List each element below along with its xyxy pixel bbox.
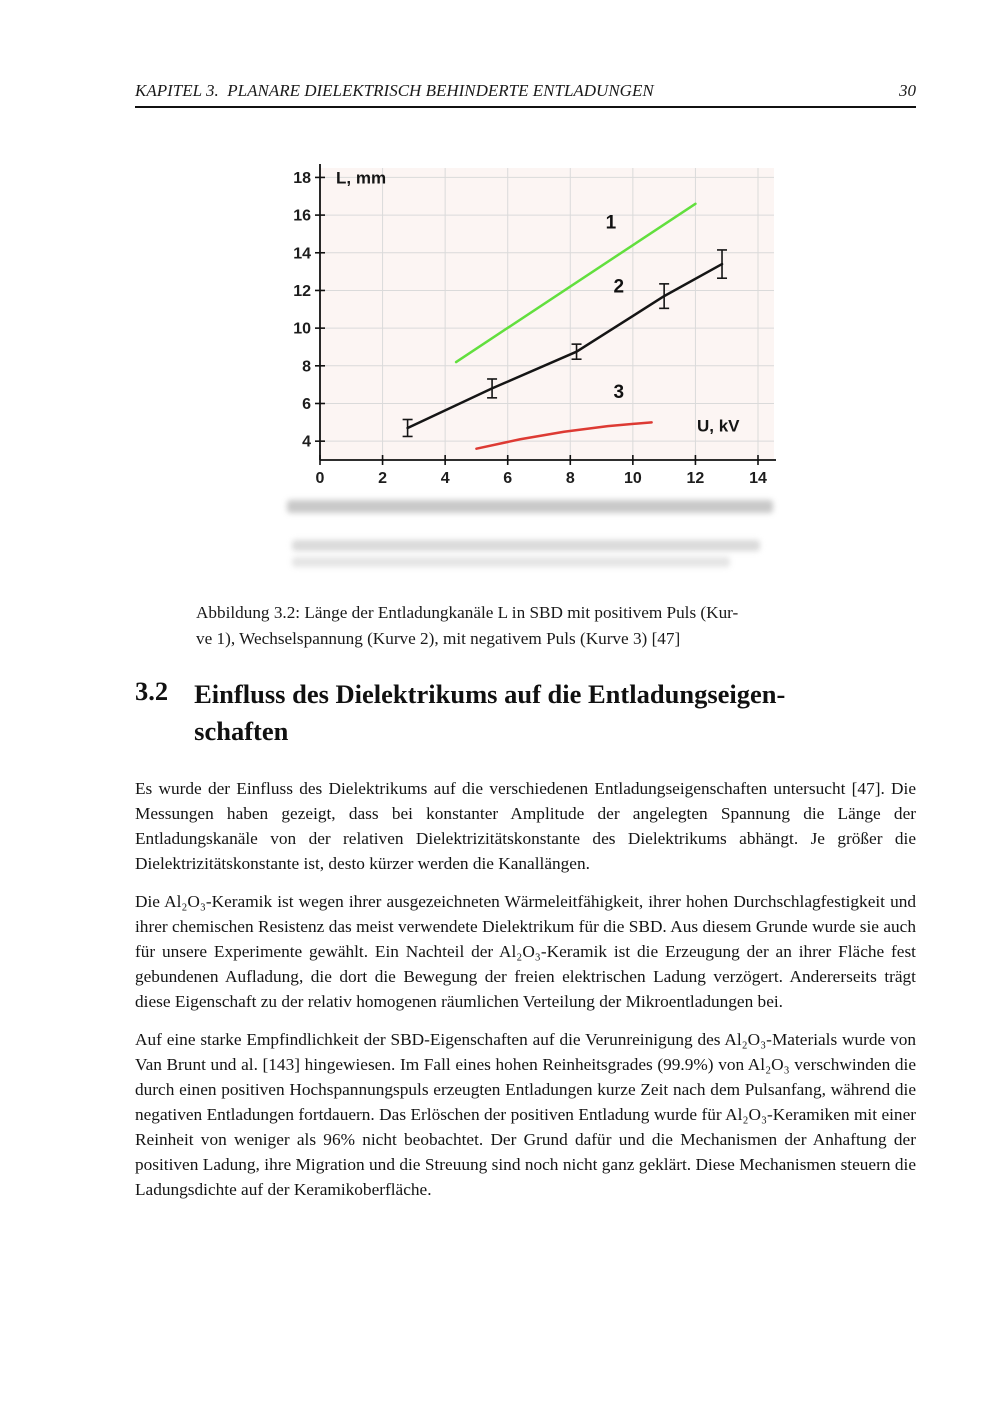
page-header [135, 81, 916, 101]
figure-caption-line1: Abbildung 3.2: Länge der Entladungkanäle L in SBD mit positivem Puls (Kur- [196, 603, 739, 622]
y-axis-label: L, mm [336, 168, 387, 188]
illegible-text-blur-2 [292, 540, 760, 551]
x-axis-label: U, kV [696, 416, 740, 436]
svg-text:10: 10 [293, 320, 311, 338]
illegible-text-blur-1 [287, 500, 773, 513]
section-title-line2: schaften [194, 716, 289, 746]
svg-text:18: 18 [293, 169, 311, 187]
header-rule [135, 106, 916, 108]
chapter-header: KAPITEL 3. PLANARE DIELEKTRISCH BEHINDERTE ENTLADUNGEN [135, 81, 654, 100]
section-title [194, 676, 785, 750]
paragraph-3: Auf eine starke Empfindlichkeit der SBD-Eigenschaften auf die Verunreinigung des Al₂O₃-Materials wurde von Van Brunt und al. [143] hingewiesen. Im Fall eines hohen Reinheitsgrades (99.9%) von Al₂O₃ verschwinden die durch einen positiven Hochspannungspuls erzeugten Entladungen kurze Zeit nach dem Pulsanfang, während die negativen Entladungen fortdauern. Das Erlöschen der positiven Entladung wurde für Al₂O₃-Keramiken mit einer Reinheit von weniger als 96% nicht beobachtet. Der Grund dafür und die Mechanismen der Anhaftung der positiven Ladung, ihre Migration und die Streuung sind noch nicht ganz geklärt. Diese Mechanismen steuern die Ladungsdichte auf der Keramikoberfläche. [135, 1030, 916, 1199]
svg-text:8: 8 [565, 470, 575, 487]
figure-caption [196, 600, 872, 652]
body-text [135, 776, 916, 1215]
page-number: 30 [899, 81, 916, 100]
svg-text:14: 14 [749, 470, 767, 487]
svg-text:0: 0 [315, 470, 325, 487]
section-number: 3.2 [135, 676, 169, 706]
svg-text:2: 2 [378, 470, 388, 487]
curve-label-1: 1 [605, 212, 617, 234]
paragraph-2: Die Al₂O₃-Keramik ist wegen ihrer ausgezeichneten Wärmeleitfähigkeit, ihrer hohen Durchschlagfestigkeit und ihrer chemischen Resistenz das meist verwendete Dielektrikum für die SBD. Aus diesem Grunde wurde sie auch für unsere Experimente gewählt. Ein Nachteil der Al₂O₃-Keramik ist die Erzeugung der an ihrer Fläche fest gebundenen Aufladung, die dort die Bewegung der freien elektrischen Ladung verzögert. Andererseits trägt diese Eigenschaft zu der relativ homogenen räumlichen Verteilung der Mikroentladungen bei. [135, 892, 916, 1011]
svg-text:14: 14 [293, 245, 311, 263]
paragraph-1: Es wurde der Einfluss des Dielektrikums auf die verschiedenen Entladungseigenschaften untersucht [47]. Die Messungen haben gezeigt, dass bei konstanter Amplitude der angelegten Spannung die Länge der Entladungskanäle von der relativen Dielektrizitätskonstante des Dielektrikums abhängt. Je größer die Dielektrizitätskonstante ist, desto kürzer werden die Kanallängen. [135, 779, 916, 873]
svg-text:10: 10 [623, 470, 642, 487]
svg-text:8: 8 [302, 358, 311, 376]
section-title-line1: Einfluss des Dielektrikums auf die Entladungseigen- [194, 679, 786, 709]
section-heading [135, 676, 785, 750]
svg-text:6: 6 [503, 470, 513, 487]
curve-label-2: 2 [613, 276, 625, 298]
curve-label-3: 3 [613, 381, 625, 403]
svg-text:12: 12 [293, 282, 311, 300]
figure-chart [268, 150, 798, 502]
svg-text:4: 4 [440, 470, 450, 487]
svg-text:4: 4 [302, 433, 311, 451]
svg-text:6: 6 [302, 395, 311, 413]
figure-caption-line2: ve 1), Wechselspannung (Kurve 2), mit negativem Puls (Kurve 3) [47] [196, 629, 681, 648]
illegible-text-blur-3 [292, 557, 730, 567]
svg-text:12: 12 [686, 470, 705, 487]
svg-text:16: 16 [293, 207, 311, 225]
